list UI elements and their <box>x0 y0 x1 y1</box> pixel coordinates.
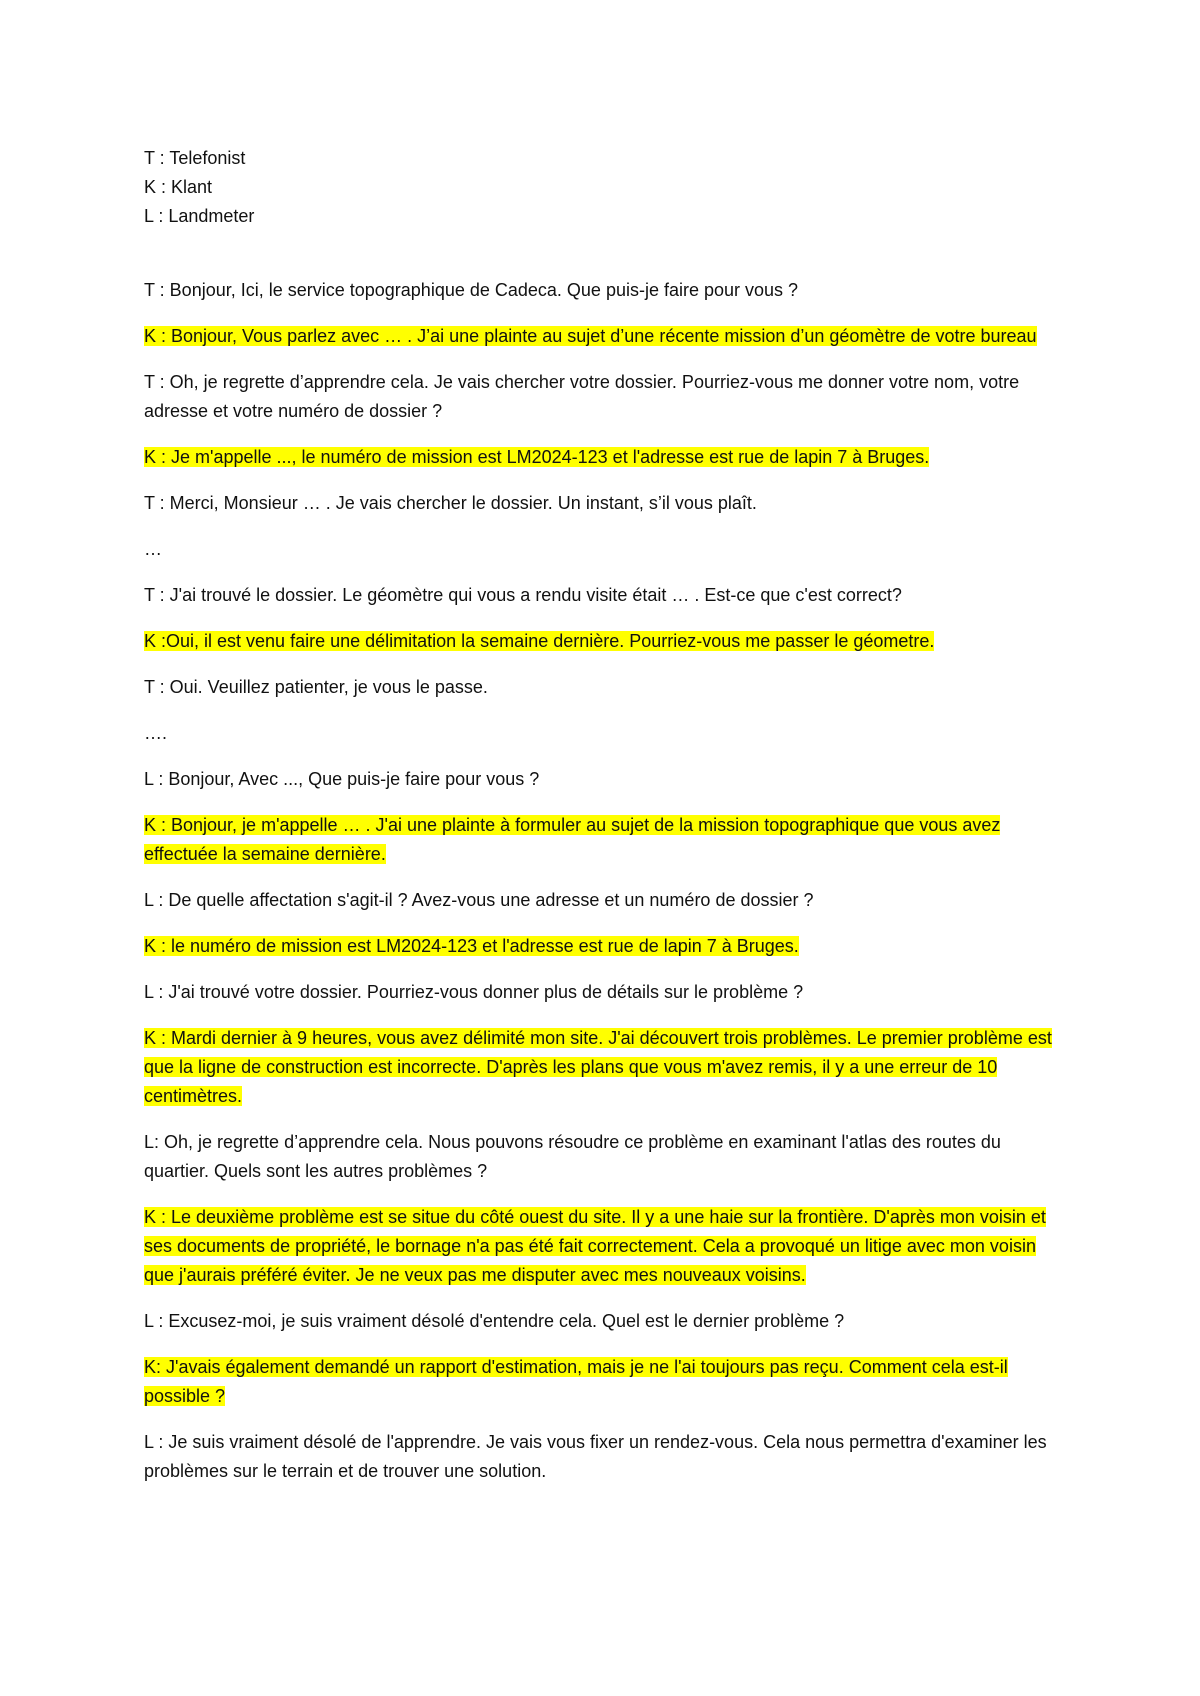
highlighted-line-text: K : le numéro de mission est LM2024-123 et l'adresse est rue de lapin 7 à Bruges. <box>144 936 799 956</box>
dialogue-line <box>144 1428 1064 1486</box>
line-text: L : Excusez-moi, je suis vraiment désolé d'entendre cela. Quel est le dernier problème ? <box>144 1311 845 1331</box>
dialogue-transcript <box>144 276 1064 1503</box>
line-text: L : Bonjour, Avec ..., Que puis-je faire pour vous ? <box>144 769 540 789</box>
highlighted-line-text: K : Je m'appelle ..., le numéro de mission est LM2024-123 et l'adresse est rue de lapin 7 à Bruges. <box>144 447 930 467</box>
dialogue-line <box>144 443 1064 472</box>
dialogue-line <box>144 368 1064 426</box>
dialogue-line <box>144 1024 1064 1111</box>
line-text: L : J'ai trouvé votre dossier. Pourriez-vous donner plus de détails sur le problème ? <box>144 982 804 1002</box>
dialogue-line <box>144 978 1064 1007</box>
line-text: T : Oh, je regrette d’apprendre cela. Je vais chercher votre dossier. Pourriez-vous me donner votre nom, votre adresse et votre numéro de dossier ? <box>144 372 1020 421</box>
highlighted-line-text: K :Oui, il est venu faire une délimitation la semaine dernière. Pourriez-vous me passer le géometre. <box>144 631 935 651</box>
line-text: L: Oh, je regrette d’apprendre cela. Nous pouvons résoudre ce problème en examinant l'atlas des routes du quartier. Quels sont les autres problèmes ? <box>144 1132 1001 1181</box>
dialogue-line <box>144 276 1064 305</box>
dialogue-line <box>144 886 1064 915</box>
dialogue-line <box>144 765 1064 794</box>
dialogue-line <box>144 673 1064 702</box>
dialogue-line <box>144 322 1064 351</box>
line-text: L : Je suis vraiment désolé de l'apprendre. Je vais vous fixer un rendez-vous. Cela nous permettra d'examiner les problèmes sur le terrain et de trouver une solution. <box>144 1432 1047 1481</box>
highlighted-line-text: K : Le deuxième problème est se situe du côté ouest du site. Il y a une haie sur la frontière. D'après mon voisin et ses documents de propriété, le bornage n'a pas été fait correctement. Cela a provoqué un litige avec mon voisin que j'aurais préféré éviter. Je ne veux pas me disputer avec mes nouveaux voisins. <box>144 1207 1046 1285</box>
highlighted-line-text: K : Mardi dernier à 9 heures, vous avez délimité mon site. J'ai découvert trois problèmes. Le premier problème est que la ligne de construction est incorrecte. D'après les plans que vous m'avez remis, il y a une erreur de 10 centimètres. <box>144 1028 1052 1106</box>
line-text: … <box>144 539 162 559</box>
dialogue-line <box>144 535 1064 564</box>
line-text: T : Merci, Monsieur … . Je vais chercher le dossier. Un instant, s’il vous plaît. <box>144 493 757 513</box>
speaker-legend <box>144 144 254 231</box>
highlighted-line-text: K : Bonjour, je m'appelle … . J'ai une plainte à formuler au sujet de la mission topographique que vous avez effectuée la semaine dernière. <box>144 815 1001 864</box>
legend-item-landmeter: L : Landmeter <box>144 206 255 226</box>
legend-item-telefonist: T : Telefonist <box>144 148 246 168</box>
dialogue-line <box>144 489 1064 518</box>
dialogue-line <box>144 1307 1064 1336</box>
dialogue-line <box>144 627 1064 656</box>
legend-item-klant: K : Klant <box>144 177 213 197</box>
highlighted-line-text: K : Bonjour, Vous parlez avec … . J’ai une plainte au sujet d’une récente mission d’un géomètre de votre bureau <box>144 326 1037 346</box>
line-text: L : De quelle affectation s'agit-il ? Avez-vous une adresse et un numéro de dossier ? <box>144 890 814 910</box>
dialogue-line <box>144 932 1064 961</box>
dialogue-line <box>144 719 1064 748</box>
line-text: T : Bonjour, Ici, le service topographique de Cadeca. Que puis-je faire pour vous ? <box>144 280 799 300</box>
dialogue-line <box>144 581 1064 610</box>
dialogue-line <box>144 1128 1064 1186</box>
dialogue-line <box>144 1353 1064 1411</box>
dialogue-line <box>144 811 1064 869</box>
highlighted-line-text: K: J'avais également demandé un rapport d'estimation, mais je ne l'ai toujours pas reçu. Comment cela est-il possible ? <box>144 1357 1008 1406</box>
line-text: T : J'ai trouvé le dossier. Le géomètre qui vous a rendu visite était … . Est-ce que c'est correct? <box>144 585 902 605</box>
line-text: …. <box>144 723 168 743</box>
dialogue-line <box>144 1203 1064 1290</box>
line-text: T : Oui. Veuillez patienter, je vous le passe. <box>144 677 488 697</box>
